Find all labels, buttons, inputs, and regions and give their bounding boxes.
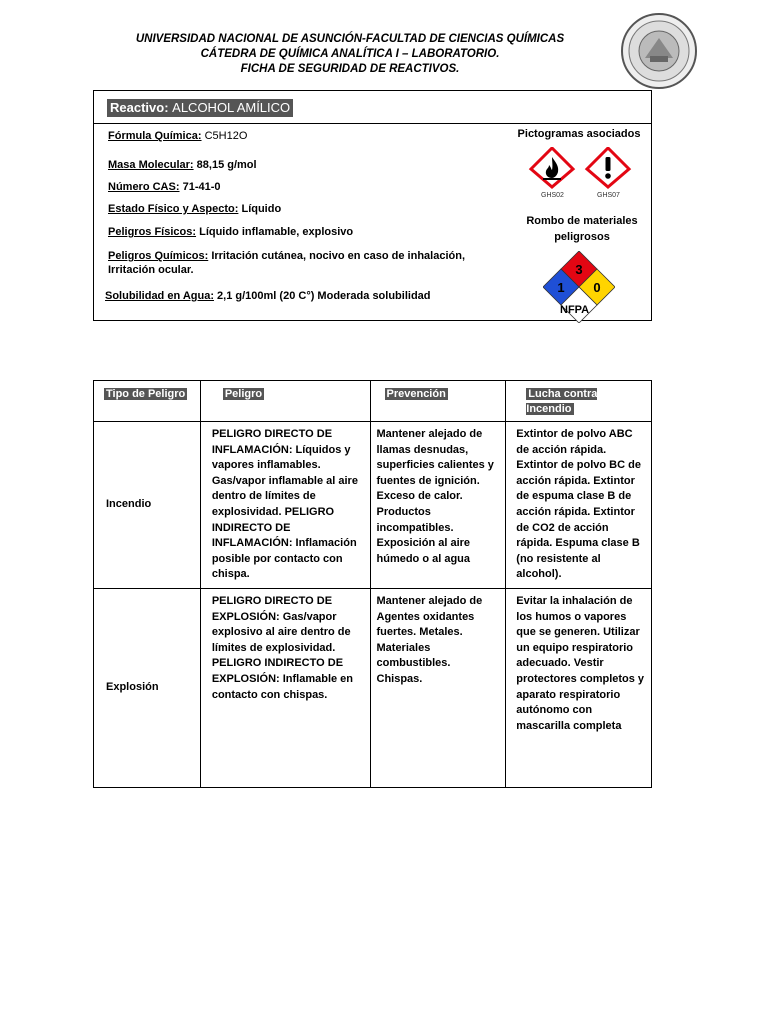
cas-label: Número CAS: [108, 181, 180, 193]
header-peligro: Peligro [200, 381, 370, 422]
mass-label: Masa Molecular: [108, 159, 194, 171]
formula-row [108, 129, 247, 143]
hazard-table [93, 380, 652, 788]
mass-value: 88,15 g/mol [196, 159, 257, 171]
header-tipo: Tipo de Peligro [94, 381, 201, 422]
chemical-hazards-row [108, 249, 508, 277]
header-line-3: FICHA DE SEGURIDAD DE REACTIVOS. [240, 63, 460, 75]
formula-value: C5H12O [204, 130, 248, 142]
ghs02-label: GHS02 [541, 192, 564, 199]
document-header [120, 32, 580, 77]
header-prevencion: Prevención [370, 381, 506, 422]
nfpa-title [514, 213, 650, 245]
row-type: Incendio [94, 422, 201, 589]
header-lucha: Lucha contra Incendio [506, 381, 652, 422]
table-row [94, 589, 652, 788]
formula-label: Fórmula Química: [108, 130, 202, 142]
chemical-hazards-value: Irritación cutánea, nocivo en caso de inhalación, [211, 250, 465, 262]
nfpa-label: NFPA [560, 304, 590, 316]
physical-hazards-label: Peligros Físicos: [108, 226, 197, 238]
pictograms-title: Pictogramas asociados [517, 128, 641, 140]
header-line-2: CÁTEDRA DE QUÍMICA ANALÍTICA I – LABORATORIO. [200, 48, 500, 60]
exclamation-icon [584, 147, 632, 189]
flammability-value: 3 [575, 262, 583, 277]
reactivity-value: 0 [593, 280, 601, 295]
state-row [108, 202, 281, 216]
cas-value: 71-41-0 [182, 181, 221, 193]
state-value: Líquido [241, 203, 282, 215]
row-peligro: PELIGRO DIRECTO DE INFLAMACIÓN: Líquidos y vapores inflamables. Gas/vapor inflamable al aire dentro de límites de explosividad. PELIGRO INDIRECTO DE INFLAMACIÓN: Inflamación posible por contacto con chispa. [200, 422, 370, 589]
solubility-row [105, 289, 431, 303]
table-header-row [94, 381, 652, 422]
physical-hazards-value: Líquido inflamable, explosivo [199, 226, 354, 238]
mass-row [108, 158, 257, 172]
solubility-value: 2,1 g/100ml (20 C°) Moderada solubilidad [217, 290, 431, 302]
health-value: 1 [557, 280, 565, 295]
state-label: Estado Físico y Aspecto: [108, 203, 239, 215]
row-peligro: PELIGRO DIRECTO DE EXPLOSIÓN: Gas/vapor explosivo al aire dentro de límites de explosividad. PELIGRO INDIRECTO DE EXPLOSIÓN: Inflamable en contacto con chispas. [200, 589, 370, 788]
row-lucha: Evitar la inhalación de los humos o vapores que se generen. Utilizar un equipo respiratorio adecuado. Vestir protectores completos y aparato respiratorio autónomo con mascarilla completa [506, 589, 652, 788]
reagent-card [93, 90, 652, 321]
row-lucha: Extintor de polvo ABC de acción rápida. Extintor de polvo BC de acción rápida. Extintor de espuma clase B de acción rápida. Extintor de CO2 de acción rápida. Espuma clase B (no resistente al alcohol). [506, 422, 652, 589]
nfpa-title-line-1: Rombo de materiales [526, 215, 638, 227]
row-type: Explosión [94, 589, 201, 788]
reagent-title [107, 99, 293, 117]
physical-hazards-row [108, 225, 353, 239]
reagent-title-value: ALCOHOL AMÍLICO [172, 100, 291, 115]
reagent-title-label: Reactivo: [110, 100, 169, 115]
university-seal-icon [620, 12, 698, 90]
row-prevencion: Mantener alejado de llamas desnudas, superficies calientes y fuentes de ignición. Exceso de calor. Productos incompatibles. Exposición al aire húmedo o al agua [370, 422, 506, 589]
chemical-hazards-label: Peligros Químicos: [108, 250, 209, 262]
nfpa-title-line-2: peligrosos [554, 231, 610, 243]
card-divider [94, 123, 651, 124]
cas-row [108, 180, 221, 194]
ghs07-label: GHS07 [597, 192, 620, 199]
solubility-label: Solubilidad en Agua: [105, 290, 214, 302]
flame-icon [528, 147, 576, 189]
table-row [94, 422, 652, 589]
row-prevencion: Mantener alejado de Agentes oxidantes fuertes. Metales. Materiales combustibles. Chispas. [370, 589, 506, 788]
chemical-hazards-value-2: Irritación ocular. [108, 264, 194, 276]
header-line-1: UNIVERSIDAD NACIONAL DE ASUNCIÓN-FACULTAD DE CIENCIAS QUÍMICAS [135, 33, 565, 45]
